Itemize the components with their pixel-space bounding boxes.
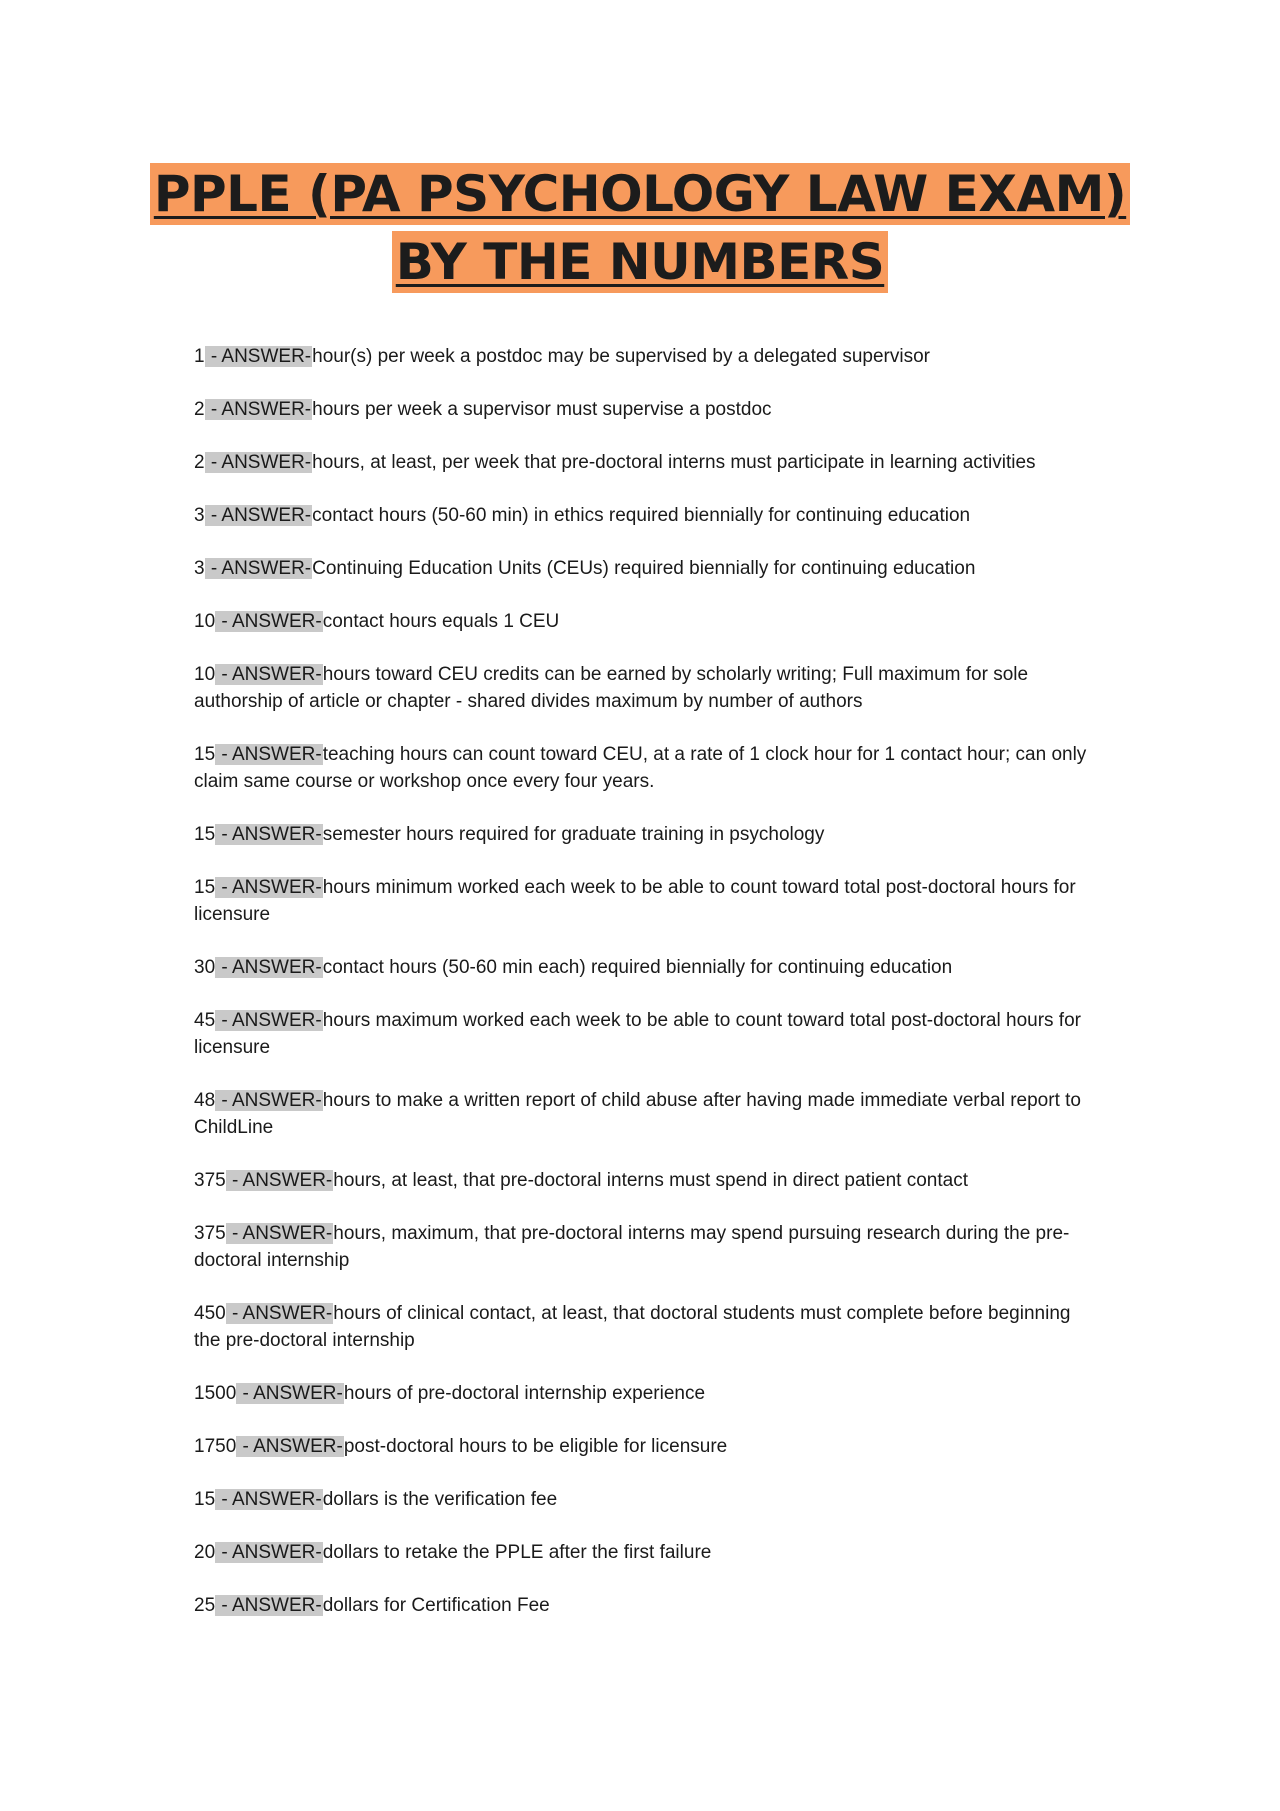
- qa-item: [194, 1380, 1094, 1407]
- item-description: hours minimum worked each week to be able to count toward total post-doctoral hours for licensure: [194, 877, 1076, 925]
- qa-item: [194, 1486, 1094, 1513]
- item-number: 3: [194, 558, 205, 579]
- qa-item: [194, 1167, 1094, 1194]
- item-description: contact hours (50-60 min) in ethics required biennially for continuing education: [312, 505, 971, 526]
- qa-item: [194, 954, 1094, 981]
- answer-tag: - ANSWER-: [205, 399, 312, 420]
- item-description: dollars for Certification Fee: [322, 1595, 550, 1616]
- answer-tag: - ANSWER-: [205, 558, 312, 579]
- qa-item: [194, 1007, 1094, 1061]
- title-line-2: BY THE NUMBERS: [392, 231, 888, 293]
- item-description: dollars to retake the PPLE after the first failure: [322, 1542, 712, 1563]
- answer-tag: - ANSWER-: [216, 664, 322, 685]
- answer-tag: - ANSWER-: [226, 1223, 333, 1244]
- item-number: 375: [194, 1170, 226, 1191]
- qa-item: [194, 555, 1094, 582]
- answer-tag: - ANSWER-: [216, 744, 322, 765]
- qa-list: [194, 343, 1094, 1645]
- item-number: 450: [194, 1303, 226, 1324]
- qa-item: [194, 1300, 1094, 1354]
- item-number: 20: [194, 1542, 216, 1563]
- qa-item: [194, 874, 1094, 928]
- item-number: 25: [194, 1595, 216, 1616]
- answer-tag: - ANSWER-: [216, 1542, 322, 1563]
- item-number: 1750: [194, 1436, 237, 1457]
- item-description: Continuing Education Units (CEUs) required biennially for continuing education: [312, 558, 976, 579]
- item-description: post-doctoral hours to be eligible for licensure: [343, 1436, 728, 1457]
- qa-item: [194, 396, 1094, 423]
- item-number: 15: [194, 744, 216, 765]
- item-description: hour(s) per week a postdoc may be supervised by a delegated supervisor: [312, 346, 930, 367]
- item-number: 30: [194, 957, 216, 978]
- item-description: hours to make a written report of child abuse after having made immediate verbal report to ChildLine: [194, 1090, 1081, 1138]
- answer-tag: - ANSWER-: [216, 611, 322, 632]
- item-number: 45: [194, 1010, 216, 1031]
- qa-item: [194, 1220, 1094, 1274]
- answer-tag: - ANSWER-: [237, 1436, 343, 1457]
- item-number: 10: [194, 611, 216, 632]
- item-description: teaching hours can count toward CEU, at a rate of 1 clock hour for 1 contact hour; can only claim same course or workshop once every four years.: [194, 744, 1087, 792]
- qa-item: [194, 821, 1094, 848]
- item-number: 15: [194, 877, 216, 898]
- qa-item: [194, 343, 1094, 370]
- item-description: hours per week a supervisor must supervise a postdoc: [312, 399, 772, 420]
- item-description: hours, maximum, that pre-doctoral interns may spend pursuing research during the pre-doctoral internship: [194, 1223, 1070, 1271]
- item-description: hours, at least, that pre-doctoral interns must spend in direct patient contact: [333, 1170, 968, 1191]
- answer-tag: - ANSWER-: [216, 957, 322, 978]
- qa-item: [194, 741, 1094, 795]
- answer-tag: - ANSWER-: [205, 346, 312, 367]
- item-description: hours of clinical contact, at least, that doctoral students must complete before beginning the pre-doctoral internship: [194, 1303, 1071, 1351]
- answer-tag: - ANSWER-: [216, 824, 322, 845]
- answer-tag: - ANSWER-: [226, 1170, 333, 1191]
- answer-tag: - ANSWER-: [205, 452, 312, 473]
- item-description: hours, at least, per week that pre-doctoral interns must participate in learning activities: [312, 452, 1036, 473]
- qa-item: [194, 502, 1094, 529]
- item-number: 375: [194, 1223, 226, 1244]
- answer-tag: - ANSWER-: [216, 877, 322, 898]
- qa-item: [194, 661, 1094, 715]
- item-number: 1500: [194, 1383, 237, 1404]
- qa-item: [194, 1433, 1094, 1460]
- item-number: 15: [194, 1489, 216, 1510]
- answer-tag: - ANSWER-: [226, 1303, 333, 1324]
- qa-item: [194, 608, 1094, 635]
- qa-item: [194, 449, 1094, 476]
- item-description: semester hours required for graduate training in psychology: [322, 824, 825, 845]
- item-number: 10: [194, 664, 216, 685]
- item-number: 15: [194, 824, 216, 845]
- item-number: 3: [194, 505, 205, 526]
- item-description: hours toward CEU credits can be earned by scholarly writing; Full maximum for sole authorship of article or chapter - shared divides maximum by number of authors: [194, 664, 1029, 712]
- item-number: 2: [194, 452, 205, 473]
- item-description: contact hours (50-60 min each) required biennially for continuing education: [322, 957, 953, 978]
- item-number: 1: [194, 346, 205, 367]
- item-description: dollars is the verification fee: [322, 1489, 558, 1510]
- item-description: hours of pre-doctoral internship experience: [343, 1383, 706, 1404]
- answer-tag: - ANSWER-: [216, 1489, 322, 1510]
- qa-item: [194, 1592, 1094, 1619]
- answer-tag: - ANSWER-: [216, 1010, 322, 1031]
- item-number: 2: [194, 399, 205, 420]
- qa-item: [194, 1087, 1094, 1141]
- document-title: [0, 160, 1280, 296]
- answer-tag: - ANSWER-: [216, 1595, 322, 1616]
- item-description: contact hours equals 1 CEU: [322, 611, 560, 632]
- answer-tag: - ANSWER-: [237, 1383, 343, 1404]
- answer-tag: - ANSWER-: [216, 1090, 322, 1111]
- item-number: 48: [194, 1090, 216, 1111]
- qa-item: [194, 1539, 1094, 1566]
- title-line-1: PPLE (PA PSYCHOLOGY LAW EXAM): [150, 163, 1130, 225]
- item-description: hours maximum worked each week to be able to count toward total post-doctoral hours for licensure: [194, 1010, 1081, 1058]
- answer-tag: - ANSWER-: [205, 505, 312, 526]
